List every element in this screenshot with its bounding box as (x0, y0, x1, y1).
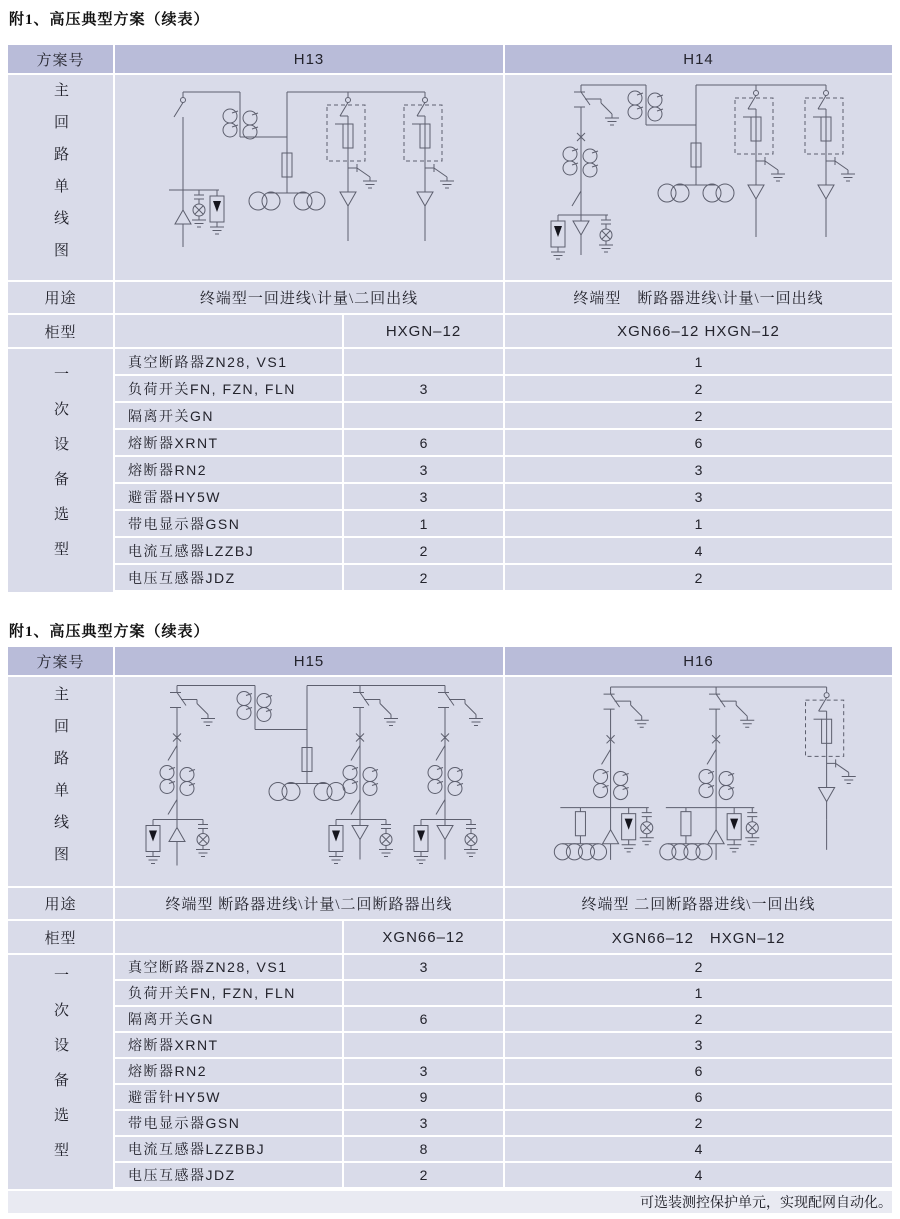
equipment-block (8, 955, 892, 1189)
equipment-row (115, 955, 892, 981)
equipment-qty-h14: 3 (505, 484, 892, 509)
main-circuit-label: 主回路单线图 (52, 81, 68, 274)
equipment-row (115, 1007, 892, 1033)
page-title: 附1、高压典型方案（续表） (9, 12, 210, 28)
equipment-row (115, 981, 892, 1007)
h13-cabinet: HXGN–12 (344, 315, 505, 347)
equipment-row (115, 430, 892, 457)
equipment-qty-h16: 6 (505, 1059, 892, 1083)
equipment-row (115, 403, 892, 430)
equipment-name: 电压互感器JDZ (115, 565, 344, 590)
scheme-h15-header: H15 (115, 647, 505, 675)
primary-equipment-label-cell (8, 349, 115, 592)
h13-diagram-cell (115, 75, 505, 280)
scheme-no-header: 方案号 (8, 647, 115, 675)
equipment-qty-h15 (344, 1033, 505, 1057)
h16-usage: 终端型 二回断路器进线\一回出线 (505, 888, 892, 919)
primary-equipment-label: 一次设备选型 (52, 365, 68, 576)
equipment-qty-h13 (344, 403, 505, 428)
equipment-qty-h15: 6 (344, 1007, 505, 1031)
usage-row (8, 282, 892, 315)
equipment-qty-h15: 8 (344, 1137, 505, 1161)
equipment-name: 避雷器HY5W (115, 484, 344, 509)
equipment-qty-h14: 1 (505, 511, 892, 536)
cabinet-spacer-cell (115, 921, 344, 953)
h13-single-line-diagram (115, 75, 503, 280)
equipment-qty-h13: 2 (344, 538, 505, 563)
cabinet-row (8, 921, 892, 955)
equipment-qty-h14: 2 (505, 403, 892, 428)
main-circuit-label-cell (8, 677, 115, 886)
header-row (8, 45, 892, 75)
equipment-qty-h16: 2 (505, 1111, 892, 1135)
scheme-table-h15-h16 (8, 647, 892, 1189)
equipment-qty-h14: 1 (505, 349, 892, 374)
equipment-qty-h15: 3 (344, 955, 505, 979)
equipment-name: 电流互感器LZZBBJ (115, 1137, 344, 1161)
usage-row (8, 888, 892, 921)
h14-usage: 终端型 断路器进线\计量\一回出线 (505, 282, 892, 313)
equipment-row (115, 349, 892, 376)
h14-cabinet: XGN66–12 HXGN–12 (505, 315, 892, 347)
scheme-h13-header: H13 (115, 45, 505, 73)
equipment-row (115, 1085, 892, 1111)
equipment-name: 熔断器RN2 (115, 1059, 344, 1083)
primary-equipment-label: 一次设备选型 (52, 967, 68, 1177)
equipment-name: 隔离开关GN (115, 1007, 344, 1031)
equipment-qty-h16: 1 (505, 981, 892, 1005)
h15-single-line-diagram (115, 677, 503, 886)
equipment-row (115, 484, 892, 511)
page-title: 附1、高压典型方案（续表） (9, 624, 210, 640)
primary-equipment-label-cell (8, 955, 115, 1189)
equipment-name: 隔离开关GN (115, 403, 344, 428)
equipment-qty-h16: 4 (505, 1163, 892, 1187)
usage-label: 用途 (8, 888, 115, 919)
footer-note-bar (8, 1191, 892, 1213)
equipment-qty-h15 (344, 981, 505, 1005)
equipment-name: 熔断器XRNT (115, 1033, 344, 1057)
scheme-table-h13-h14 (8, 45, 892, 592)
equipment-name: 负荷开关FN, FZN, FLN (115, 981, 344, 1005)
equipment-block (8, 349, 892, 592)
equipment-qty-h13: 3 (344, 484, 505, 509)
equipment-row (115, 1059, 892, 1085)
equipment-qty-h14: 3 (505, 457, 892, 482)
equipment-name: 电流互感器LZZBJ (115, 538, 344, 563)
main-circuit-label-cell (8, 75, 115, 280)
equipment-qty-h15: 9 (344, 1085, 505, 1109)
equipment-qty-h16: 2 (505, 955, 892, 979)
equipment-name: 带电显示器GSN (115, 511, 344, 536)
main-circuit-label: 主回路单线图 (52, 685, 68, 878)
equipment-qty-h13: 3 (344, 376, 505, 401)
scheme-no-header: 方案号 (8, 45, 115, 73)
equipment-qty-h14: 6 (505, 430, 892, 455)
h15-cabinet: XGN66–12 (344, 921, 505, 953)
equipment-row (115, 376, 892, 403)
equipment-row (115, 565, 892, 592)
equipment-qty-h13 (344, 349, 505, 374)
equipment-qty-h13: 1 (344, 511, 505, 536)
scheme-h14-header: H14 (505, 45, 892, 73)
equipment-qty-h13: 2 (344, 565, 505, 590)
equipment-qty-h16: 2 (505, 1007, 892, 1031)
equipment-qty-h14: 2 (505, 376, 892, 401)
equipment-row (115, 457, 892, 484)
equipment-qty-h14: 2 (505, 565, 892, 590)
equipment-qty-h16: 3 (505, 1033, 892, 1057)
h15-usage: 终端型 断路器进线\计量\二回断路器出线 (115, 888, 505, 919)
equipment-qty-h13: 3 (344, 457, 505, 482)
cabinet-label: 柜型 (8, 315, 115, 347)
header-row (8, 647, 892, 677)
footer-note: 可选装测控保护单元，实现配网自动化。 (640, 1196, 892, 1211)
equipment-row (115, 1163, 892, 1189)
equipment-qty-h16: 4 (505, 1137, 892, 1161)
equipment-qty-h15: 3 (344, 1111, 505, 1135)
h16-single-line-diagram (505, 677, 892, 886)
h16-cabinet: XGN66–12 HXGN–12 (505, 921, 892, 953)
equipment-qty-h15: 2 (344, 1163, 505, 1187)
h15-diagram-cell (115, 677, 505, 886)
equipment-row (115, 1111, 892, 1137)
equipment-name: 避雷针HY5W (115, 1085, 344, 1109)
equipment-name: 负荷开关FN, FZN, FLN (115, 376, 344, 401)
equipment-name: 带电显示器GSN (115, 1111, 344, 1135)
diagram-row (8, 677, 892, 888)
equipment-name: 电压互感器JDZ (115, 1163, 344, 1187)
equipment-qty-h13: 6 (344, 430, 505, 455)
usage-label: 用途 (8, 282, 115, 313)
cabinet-label: 柜型 (8, 921, 115, 953)
equipment-row (115, 511, 892, 538)
equipment-name: 熔断器RN2 (115, 457, 344, 482)
h14-single-line-diagram (505, 75, 892, 280)
equipment-row (115, 538, 892, 565)
equipment-qty-h16: 6 (505, 1085, 892, 1109)
equipment-name: 真空断路器ZN28, VS1 (115, 349, 344, 374)
scheme-h16-header: H16 (505, 647, 892, 675)
equipment-qty-h14: 4 (505, 538, 892, 563)
h13-usage: 终端型一回进线\计量\二回出线 (115, 282, 505, 313)
equipment-qty-h15: 3 (344, 1059, 505, 1083)
cabinet-spacer-cell (115, 315, 344, 347)
equipment-name: 真空断路器ZN28, VS1 (115, 955, 344, 979)
h16-diagram-cell (505, 677, 892, 886)
h14-diagram-cell (505, 75, 892, 280)
equipment-row (115, 1033, 892, 1059)
equipment-name: 熔断器XRNT (115, 430, 344, 455)
diagram-row (8, 75, 892, 282)
equipment-row (115, 1137, 892, 1163)
cabinet-row (8, 315, 892, 349)
